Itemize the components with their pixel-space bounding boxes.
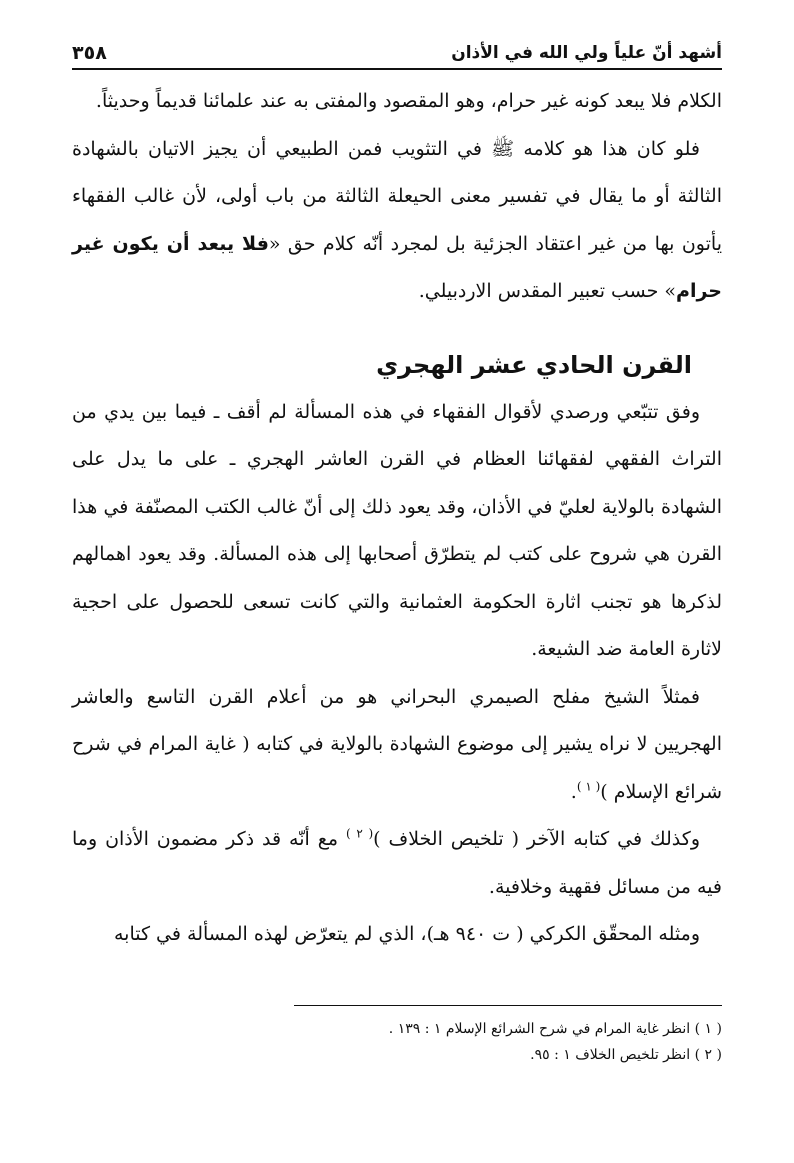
paragraph-text: فلو كان هذا هو كلامه ﷺ في التثويب فمن الطبيعي أن يجيز الاتيان بالشهادة الثالثة أو ما يقال في تفسير معنى الحيعلة الثالثة من باب أولى، لأن غالب الفقهاء يأتون بها من غير اعتقاد الجزئية بل لمجرد أنّه كلام حق « — [72, 137, 722, 255]
paragraph-text-end: مع أنّه قد ذكر مضمون الأذان وما فيه من مسائل فقهية وخلافية. — [72, 828, 722, 898]
footnote-divider — [294, 1005, 722, 1006]
paragraph-text: وكذلك في كتابه الآخر ( تلخيص الخلاف ) — [373, 828, 700, 850]
footnote-1: ( ١ ) انظر غاية المرام في شرح الشرائع الإسلام ١ : ١٣٩ . — [388, 1021, 722, 1037]
paragraph-text-end: . — [570, 780, 577, 803]
paragraph-talkhis — [72, 816, 722, 911]
footnote-ref-2[interactable]: ( ٢ ) — [345, 826, 374, 841]
paragraph-text-end: » حسب تعبير المقدس الاردبيلي. — [418, 280, 677, 302]
paragraph-tathwib — [72, 126, 722, 316]
paragraph-saymari — [72, 674, 722, 817]
paragraph-text: فمثلاً الشيخ مفلح الصيمري البحراني هو من أعلام القرن التاسع والعاشر الهجريين لا نراه يشير إلى موضوع الشهادة بالولاية في كتابه ( غاية المرام في شرح شرائع الإسلام ) — [72, 685, 722, 803]
section-heading: القرن الحادي عشر الهجري — [376, 350, 692, 379]
footnote-ref-1[interactable]: ( ١ ) — [576, 779, 601, 794]
running-header — [72, 38, 722, 70]
paragraph-karaki: ومثله المحقّق الكركي ( ت ٩٤٠ هـ)، الذي لم يتعرّض لهذه المسألة في كتابه — [113, 923, 700, 945]
paragraph-continued: الكلام فلا يبعد كونه غير حرام، وهو المقصود والمفتى به عند علمائنا قديماً وحديثاً. — [95, 90, 722, 112]
bold-quote: فلا يبعد أن يكون غير حرام — [72, 232, 722, 302]
footnote-2: ( ٢ ) انظر تلخيص الخلاف ١ : ٩٥. — [530, 1047, 722, 1063]
paragraph-survey: وفق تتبّعي ورصدي لأقوال الفقهاء في هذه المسألة لم أقف ـ فيما بين يدي من التراث الفقهي لفقهائنا العظام في القرن العاشر الهجري ـ على ما يدل على الشهادة بالولاية لعليّ في الأذان، وقد يعود ذلك إلى أنّ غالب الكتب المصنّفة في هذا القرن هي شروح على كتب لم يتطرّق أصحابها إلى هذه المسألة. وقد يعود اهمالهم لذكرها هو تجنب اثارة الحكومة العثمانية والتي كانت تسعى للحصول على احجية لاثارة العامة ضد الشيعة. — [72, 400, 722, 660]
running-title: أشهد أنّ علياً ولي الله في الأذان — [451, 43, 722, 63]
page-number: ٣٥٨ — [72, 42, 107, 64]
footnotes — [72, 1016, 722, 1068]
page-body — [72, 78, 722, 959]
